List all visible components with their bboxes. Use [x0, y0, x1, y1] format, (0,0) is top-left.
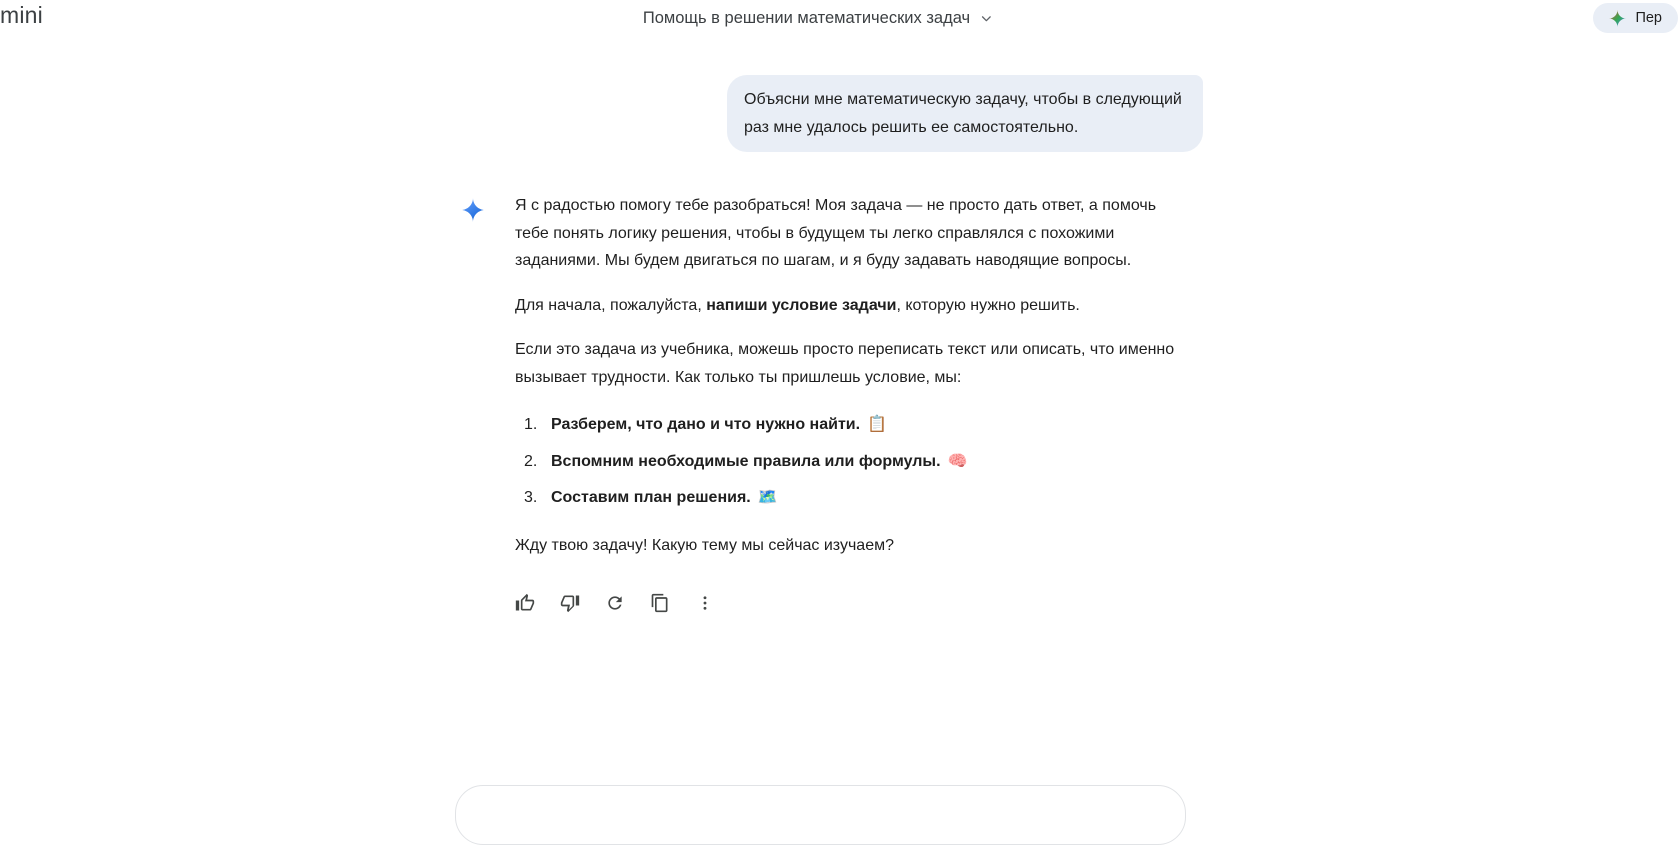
top-right-pill-button[interactable] — [1593, 3, 1678, 33]
thumbs-down-icon — [560, 593, 580, 613]
response-p2-bold: напиши условие задачи — [706, 296, 897, 314]
list-item-text: Составим план решения. — [551, 489, 751, 506]
more-options-button[interactable] — [688, 586, 722, 620]
conversation-title: Помощь в решении математических задач — [642, 9, 971, 27]
list-item — [515, 484, 1191, 512]
response-paragraph-1: Я с радостью помогу тебе разобраться! Моя задача — не просто дать ответ, а помочь тебе понять логику решения, чтобы в будущем ты легко справлялся с похожими заданиями. Мы будем двигаться по шагам, и я буду задавать наводящие вопросы. — [515, 197, 1157, 269]
conversation-title-selector[interactable] — [637, 5, 999, 32]
numbered-list — [515, 411, 1191, 512]
prompt-input-bar[interactable] — [455, 785, 1186, 845]
list-item-number: 2. — [524, 452, 538, 470]
copy-icon — [650, 593, 670, 613]
response-actions — [508, 586, 1191, 620]
clipboard-emoji: 📋 — [867, 416, 887, 433]
regenerate-icon — [605, 593, 625, 613]
user-message-bubble: Объясни мне математическую задачу, чтобы в следующий раз мне удалось решить ее самостоятельно. — [727, 75, 1203, 152]
list-item-text: Разберем, что дано и что нужно найти. — [551, 416, 861, 433]
pill-button-label: Пер — [1635, 10, 1662, 26]
list-item-text: Вспомним необходимые правила или формулы. — [551, 452, 941, 470]
model-response-content — [515, 190, 1191, 620]
thumbs-down-button[interactable] — [553, 586, 587, 620]
model-response-row — [455, 190, 1203, 620]
more-vert-icon — [696, 594, 714, 612]
response-paragraph-3: Если это задача из учебника, можешь просто переписать текст или описать, что именно вызывает трудности. Как только ты пришлешь условие, мы: — [515, 341, 1175, 386]
response-paragraph-2 — [515, 292, 1191, 320]
user-message-row — [455, 75, 1203, 152]
response-paragraph-4: Жду твою задачу! Какую тему мы сейчас изучаем? — [515, 536, 894, 554]
regenerate-button[interactable] — [598, 586, 632, 620]
gemini-sparkle-multicolor-icon — [1609, 10, 1626, 27]
list-item-number: 3. — [524, 489, 538, 506]
thumbs-up-button[interactable] — [508, 586, 542, 620]
list-item — [515, 411, 1191, 439]
response-p2-pre: Для начала, пожалуйста, — [515, 296, 707, 314]
gemini-sparkle-icon — [461, 198, 515, 227]
map-emoji: 🗺️ — [757, 489, 778, 506]
list-item — [515, 448, 1191, 476]
thumbs-up-icon — [515, 593, 535, 613]
gemini-logo-text[interactable]: mini — [0, 2, 43, 28]
list-item-number: 1. — [524, 416, 538, 433]
conversation-area — [455, 56, 1203, 620]
response-p2-post: , которую нужно решить. — [896, 296, 1080, 314]
chevron-down-icon — [980, 12, 993, 25]
brain-emoji: 🧠 — [947, 452, 968, 470]
model-avatar-column — [455, 190, 515, 620]
top-bar — [0, 0, 1662, 56]
copy-button[interactable] — [643, 586, 677, 620]
